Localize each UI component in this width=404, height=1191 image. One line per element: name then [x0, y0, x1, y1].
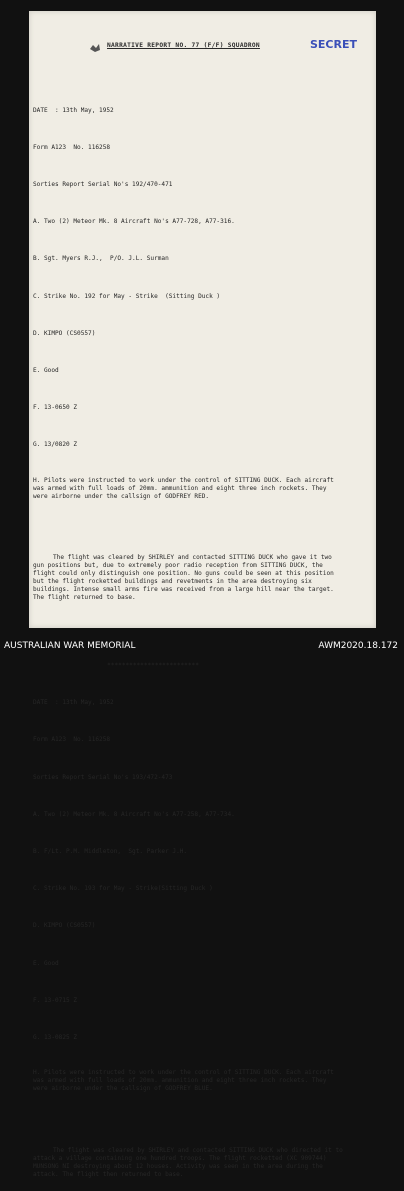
- report-2-date: DATE : 13th May, 1952: [33, 699, 114, 707]
- report-header: NARRATIVE REPORT NO. 77 (F/F) SQUADRON: [107, 42, 260, 49]
- report-1-item-b: B. Sgt. Myers R.J., P/O. J.L. Surman: [33, 255, 169, 263]
- report-2-narrative: The flight was cleared by SHIRLEY and contacted SITTING DUCK who directed it to attack a village containing one hundred troops. The flight rocketted (XC 909744) MUNSONG NI destroying about 12 houses. Activity was seen in the area during the attack. The flight then returned to base.: [33, 1146, 343, 1178]
- report-1-item-d: D. KIMPO (CS0557): [33, 329, 96, 337]
- section-separator: *************************: [107, 661, 199, 669]
- report-2-serial: Sorties Report Serial No's 193/472-473: [33, 773, 173, 781]
- report-2-item-d: D. KIMPO (CS0557): [33, 922, 96, 930]
- report-1-serial: Sorties Report Serial No's 192/470-471: [33, 181, 173, 189]
- report-2-item-c: C. Strike No. 193 for May - Strike(Sitting Duck ): [33, 885, 213, 893]
- report-1-narrative: The flight was cleared by SHIRLEY and contacted SITTING DUCK who gave it two gun positions but, due to extremely poor radio reception from SITTING DUCK, the flight could only distinguish one position. No guns could be seen at this position but the flight rocketted buildings and revetments in the area destroying six buildings. Intense small arms fire was received from a large hill near the target. The flight returned to base.: [33, 554, 334, 602]
- footer-accession-number: AWM2020.18.172: [318, 641, 398, 651]
- footer-credit: AUSTRALIAN WAR MEMORIAL: [4, 641, 136, 651]
- footer-bar: [0, 638, 404, 653]
- report-1-item-f: F. 13-0650 Z: [33, 404, 78, 412]
- report-1-item-h: H. Pilots were instructed to work under the control of SITTING DUCK. Each aircraft was armed with full loads of 20mm. ammunition and eight three inch rockets. They were airborne under the callsign of GODFREY RED.: [33, 476, 334, 500]
- report-1-item-c: C. Strike No. 192 for May - Strike (Sitting Duck ): [33, 292, 221, 300]
- report-2-form: Form A123 No. 116258: [33, 736, 111, 744]
- report-1-item-g: G. 13/0820 Z: [33, 441, 78, 449]
- report-1-item-a: A. Two (2) Meteor Mk. 8 Aircraft No's A77-728, A77-316.: [33, 218, 235, 226]
- report-1-date: DATE : 13th May, 1952: [33, 106, 114, 114]
- report-2-item-b: B. F/Lt. P.M. Middleton, Sgt. Parker J.H.: [33, 847, 188, 855]
- report-2-item-h: H. Pilots were instructed to work under the control of SITTING DUCK. Each aircraft was armed with full loads of 20mm. ammunition and eight three inch rockets. They were airborne under the callsign of GODFREY BLUE.: [33, 1069, 334, 1093]
- report-2-item-a: A. Two (2) Meteor Mk. 8 Aircraft No's A77-258, A77-734.: [33, 810, 235, 818]
- report-2-item-g: G. 13-0825 Z: [33, 1033, 78, 1041]
- report-1-form: Form A123 No. 116258: [33, 143, 111, 151]
- report-2-item-f: F. 13-0715 Z: [33, 996, 78, 1004]
- report-body: [33, 47, 343, 1191]
- report-1-item-e: E. Good: [33, 367, 59, 375]
- report-2-item-e: E. Good: [33, 959, 59, 967]
- secret-stamp: SECRET: [310, 38, 357, 51]
